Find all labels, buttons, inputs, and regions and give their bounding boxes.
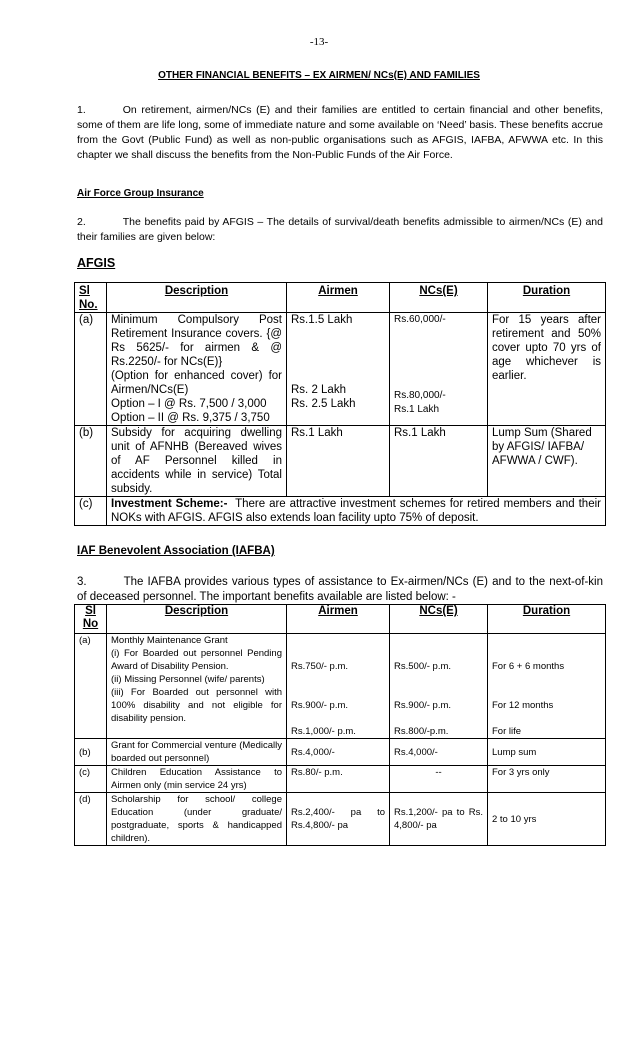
cell-duration: Lump sum	[488, 739, 606, 766]
cell-description	[107, 634, 287, 739]
desc-option-1: Option – I @ Rs. 7,500 / 3,000	[111, 398, 267, 410]
para-3-text: The IAFBA provides various types of assistance to Ex-airmen/NCs (E) and to the next-of-kin of deceased personnel. The important benefits available are listed below: -	[77, 576, 603, 603]
grant-iii-airmen: Rs.1,000/- p.m.	[291, 726, 356, 737]
col-header-airmen: Airmen	[287, 605, 390, 634]
cell-sl: (c)	[75, 766, 107, 793]
table-header-row	[75, 605, 606, 634]
para-2-number: 2.	[77, 216, 86, 228]
grant-iii-desc: (iii) For Boarded out personnel with 100% disability and not eligible for disability pension.	[111, 687, 282, 724]
col-header-airmen: Airmen	[287, 283, 390, 313]
grant-i-desc: (i) For Boarded out personnel Pending Award of Disability Pension.	[111, 648, 282, 672]
cell-sl: (a)	[75, 313, 107, 426]
cell-description	[107, 313, 287, 426]
col-header-description: Description	[107, 605, 287, 634]
ncs-option-2: Rs.1 Lakh	[394, 404, 440, 415]
cell-sl: (b)	[75, 426, 107, 497]
col-header-duration: Duration	[488, 283, 606, 313]
cell-airmen: Rs.80/- p.m.	[287, 766, 390, 793]
desc-main: Minimum Compulsory Post Retirement Insurance covers. {@ Rs 5625/- for airmen & @ Rs.2250/- for NCs(E)}	[111, 314, 282, 368]
grant-i-airmen: Rs.750/- p.m.	[291, 661, 349, 672]
grant-iii-duration: For life	[492, 726, 522, 737]
cell-airmen	[287, 313, 390, 426]
cell-airmen: Rs.4,000/-	[287, 739, 390, 766]
col-header-sl: Sl No	[75, 605, 107, 634]
cell-ncs: Rs.4,000/-	[390, 739, 488, 766]
cell-duration: Lump Sum (Shared by AFGIS/ IAFBA/ AFWWA / CWF).	[488, 426, 606, 497]
cell-description: Grant for Commercial venture (Medically boarded out personnel)	[107, 739, 287, 766]
col-header-ncs: NCs(E)	[390, 283, 488, 313]
grant-iii-ncs: Rs.800/-p.m.	[394, 726, 449, 737]
ncs-option-1: Rs.80,000/-	[394, 390, 446, 401]
cell-investment-scheme	[107, 497, 606, 526]
ncs-base: Rs.60,000/-	[394, 314, 446, 325]
paragraph-2	[77, 215, 603, 245]
desc-option: (Option for enhanced cover) for Airmen/NCs(E)	[111, 370, 282, 396]
cell-sl: (a)	[75, 634, 107, 739]
section-afgis-title: Air Force Group Insurance	[77, 188, 204, 199]
airmen-option-2: Rs. 2.5 Lakh	[291, 398, 356, 410]
table-row	[75, 497, 606, 526]
table-row	[75, 793, 606, 846]
grant-ii-desc: (ii) Missing Personnel (wife/ parents)	[111, 674, 265, 685]
cell-ncs: Rs.1 Lakh	[390, 426, 488, 497]
grant-ii-duration: For 12 months	[492, 700, 554, 711]
table-row	[75, 313, 606, 426]
cell-sl: (c)	[75, 497, 107, 526]
cell-sl: (b)	[75, 739, 107, 766]
grant-i-duration: For 6 + 6 months	[492, 661, 565, 672]
col-header-ncs: NCs(E)	[390, 605, 488, 634]
afgis-heading: AFGIS	[77, 256, 116, 270]
grant-ii-ncs: Rs.900/- p.m.	[394, 700, 452, 711]
table-header-row	[75, 283, 606, 313]
cell-duration: 2 to 10 yrs	[488, 793, 606, 846]
table-row	[75, 426, 606, 497]
table-row	[75, 739, 606, 766]
cell-airmen	[287, 634, 390, 739]
grant-ii-airmen: Rs.900/- p.m.	[291, 700, 349, 711]
desc-option-2: Option – II @ Rs. 9,375 / 3,750	[111, 412, 270, 424]
cell-duration: For 3 yrs only	[488, 766, 606, 793]
para-3-number: 3.	[77, 576, 87, 588]
para-1-number: 1.	[77, 104, 86, 116]
cell-airmen: Rs.2,400/- pa to Rs.4,800/- pa	[287, 793, 390, 846]
section-iafba-title: IAF Benevolent Association (IAFBA)	[77, 545, 275, 557]
cell-description: Scholarship for school/ college Education (under graduate/ postgraduate, sports & handicapped children).	[107, 793, 287, 846]
cell-airmen: Rs.1 Lakh	[287, 426, 390, 497]
grant-title: Monthly Maintenance Grant	[111, 635, 228, 646]
col-header-description: Description	[107, 283, 287, 313]
paragraph-3	[77, 575, 603, 605]
page-title: OTHER FINANCIAL BENEFITS – EX AIRMEN/ NCs(E) AND FAMILIES	[158, 70, 480, 81]
cell-ncs	[390, 313, 488, 426]
airmen-base: Rs.1.5 Lakh	[291, 314, 353, 326]
cell-duration	[488, 634, 606, 739]
cell-description: Subsidy for acquiring dwelling unit of AFNHB (Bereaved wives of AF Personnel killed in accidents while in service) Total subsidy.	[107, 426, 287, 497]
para-1-text: On retirement, airmen/NCs (E) and their families are entitled to certain financial and other benefits, some of them are life long, some of immediate nature and some available on ‘Need’ basis. These benefits accrue from the Govt (Public Fund) as well as non-public organisations such as AFGIS, IAFBA, AFWWA etc. In this chapter we shall discuss the benefits from the Non-Public Funds of the Air Force.	[77, 104, 603, 161]
cell-duration: For 15 years after retirement and 50% cover upto 70 yrs of age whichever is earlier.	[488, 313, 606, 426]
airmen-option-1: Rs. 2 Lakh	[291, 384, 346, 396]
table-row	[75, 766, 606, 793]
cell-sl: (d)	[75, 793, 107, 846]
cell-ncs: Rs.1,200/- pa to Rs. 4,800/- pa	[390, 793, 488, 846]
col-header-sl: Sl No.	[75, 283, 107, 313]
grant-i-ncs: Rs.500/- p.m.	[394, 661, 452, 672]
cell-ncs	[390, 634, 488, 739]
page-number: -13-	[309, 36, 329, 48]
investment-label: Investment Scheme:-	[111, 498, 228, 510]
para-2-text: The benefits paid by AFGIS – The details of survival/death benefits admissible to airmen/NCs (E) and their families are given below:	[77, 216, 603, 243]
cell-ncs: --	[390, 766, 488, 793]
table-row	[75, 634, 606, 739]
col-header-duration: Duration	[488, 605, 606, 634]
iafba-table	[74, 604, 606, 846]
investment-text: There are attractive investment schemes for retired members and their NOKs with AFGIS. AFGIS also extends loan facility upto 75% of deposit.	[111, 498, 601, 524]
cell-description: Children Education Assistance to Airmen only (min service 24 yrs)	[107, 766, 287, 793]
paragraph-1	[77, 103, 603, 163]
afgis-table	[74, 282, 606, 526]
